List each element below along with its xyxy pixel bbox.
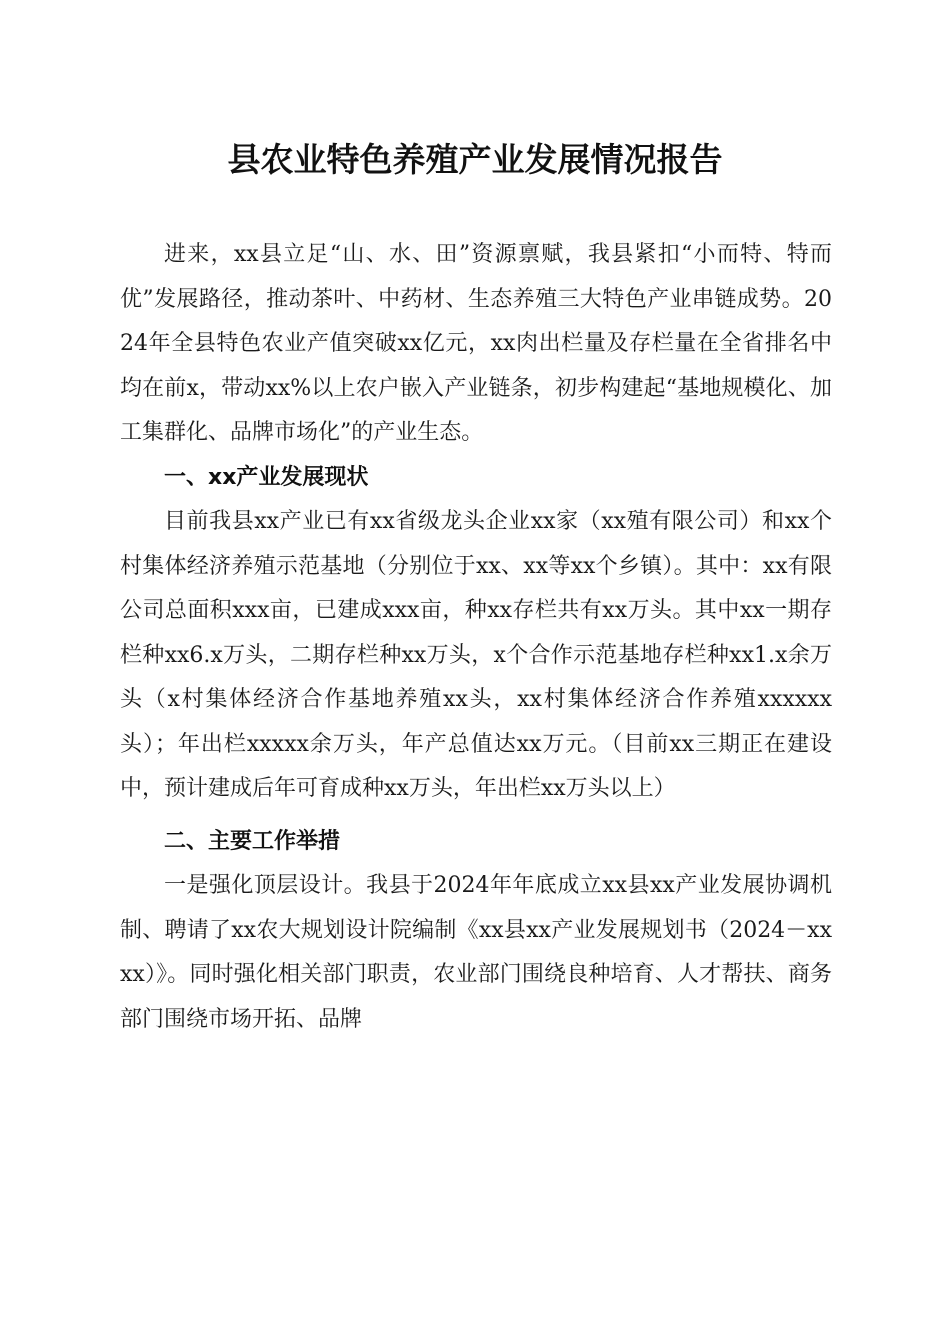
document-title: 县农业特色养殖产业发展情况报告 [227,140,723,179]
section-heading-measures: 二、主要工作举措 [164,828,341,854]
measures-paragraph: 一是强化顶层设计。我县于2024年年底成立xx县xx产业发展协调机制、聘请了xx农大规划设计院编制《xx县xx产业发展规划书（2024－xxxx）》。同时强化相关部门职责，农业部门围绕良种培育、人才帮扶、商务部门围绕市场开拓、品牌 [120,873,832,1032]
status-paragraph: 目前我县xx产业已有xx省级龙头企业xx家（xx殖有限公司）和xx个村集体经济养殖示范基地（分别位于xx、xx等xx个乡镇）。其中：xx有限公司总面积xxx亩，已建成xxx亩，种xx存栏共有xx万头。其中xx一期存栏种xx6.x万头，二期存栏种xx万头，x个合作示范基地存栏种xx1.x余万头（x村集体经济合作基地养殖xx头，xx村集体经济合作养殖xxxxxx头）；年出栏xxxxx余万头，年产总值达xx万元。（目前xx三期正在建设中，预计建成后年可育成种xx万头，年出栏xx万头以上） [120,509,832,801]
intro-paragraph: 进来，xx县立足“山、水、田”资源禀赋，我县紧扣“小而特、特而优”发展路径，推动茶叶、中药材、生态养殖三大特色产业串链成势。2024年全县特色农业产值突破xx亿元，xx肉出栏量及存栏量在全省排名中均在前x，带动xx%以上农户嵌入产业链条，初步构建起“基地规模化、加工集群化、品牌市场化”的产业生态。 [120,242,832,445]
section-heading-status: 一、xx产业发展现状 [164,464,369,490]
document-body [120,233,832,1042]
